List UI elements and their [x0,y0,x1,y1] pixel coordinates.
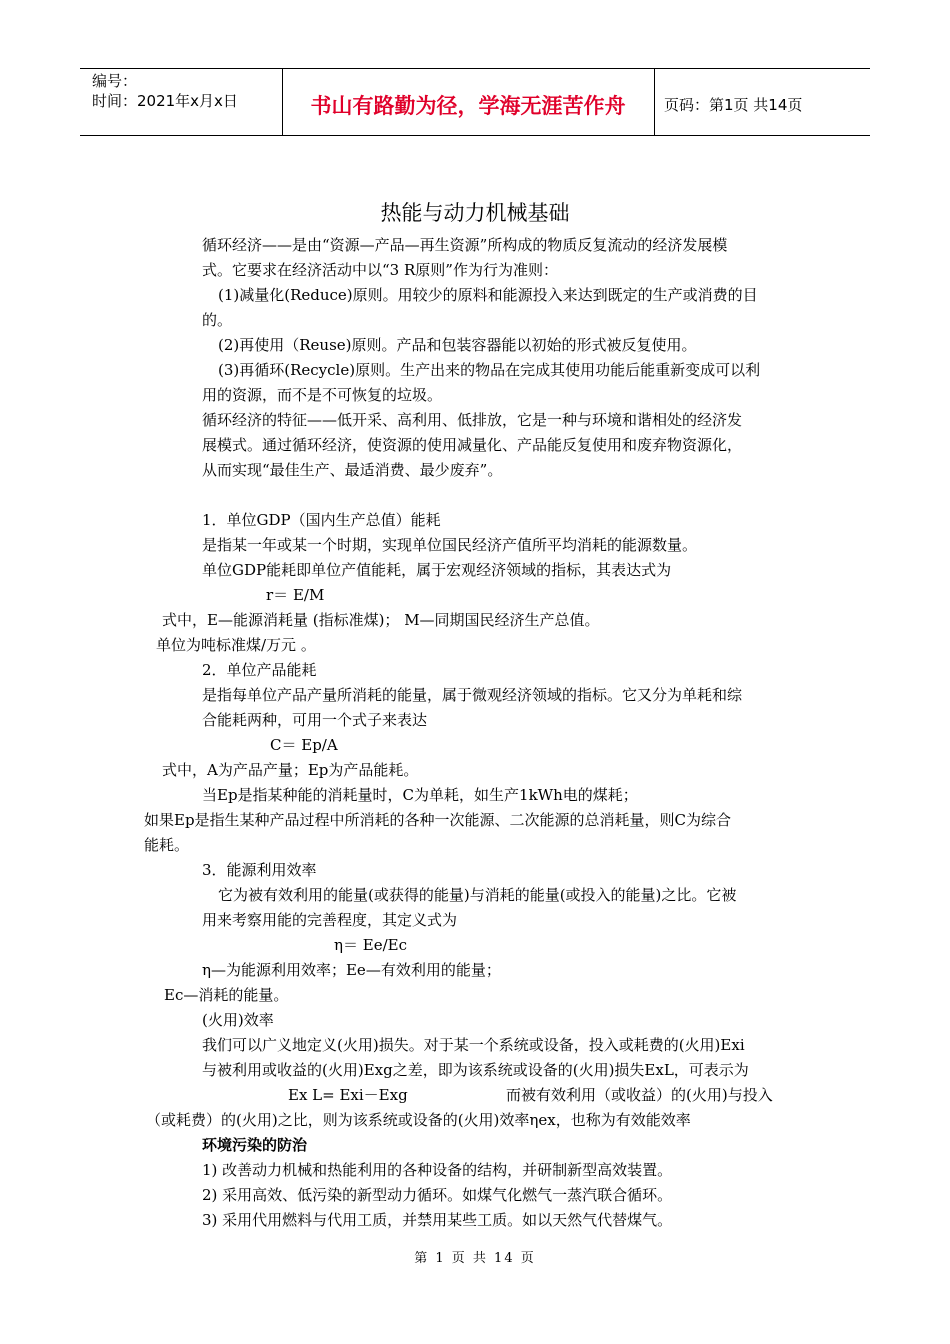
text-line: 是指某一年或某一个时期，实现单位国民经济产值所平均消耗的能源数量。 [202,536,698,554]
header-top-rule [80,68,870,69]
document-title: 热能与动力机械基础 [380,201,570,225]
text-line: 用来考察用能的完善程度，其定义式为 [202,911,458,929]
text-line: 如果Ep是指生某种产品过程中所消耗的各种一次能源、二次能源的总消耗量，则C为综合 [144,811,732,829]
header-time-label: 时间：2021年x月x日 [92,92,238,110]
header-motto: 书山有路勤为径，学海无涯苦作舟 [310,94,626,118]
header-bottom-rule [80,135,870,136]
text-line: 是指每单位产品产量所消耗的能量，属于微观经济领域的指标。它又分为单耗和综 [202,686,743,704]
text-line: 而被有效利用（或收益）的(火用)与投入 [506,1086,773,1104]
formula: Ex L= Exi－Exg [288,1086,408,1104]
text-line: (3)再循环(Recycle)原则。生产出来的物品在完成其使用功能后能重新变成可以利 [218,361,761,379]
text-line: 单位GDP能耗即单位产值能耗，属于宏观经济领域的指标，其表达式为 [202,561,672,579]
text-line: 用的资源，而不是不可恢复的垃圾。 [202,386,443,404]
text-line: 式中，A为产品产量；Ep为产品能耗。 [162,761,419,779]
section-heading: 环境污染的防治 [202,1136,308,1154]
section-heading: (火用)效率 [202,1011,274,1029]
list-item: 2) 采用高效、低污染的新型动力循环。如煤气化燃气一蒸汽联合循环。 [202,1186,673,1204]
formula: η＝ Ee/Ec [334,936,407,954]
text-line: 式。它要求在经济活动中以“3 R原则”作为行为准则： [202,261,558,279]
list-item: 3) 采用代用燃料与代用工质，并禁用某些工质。如以天然气代替煤气。 [202,1211,673,1229]
text-line: 合能耗两种，可用一个式子来表达 [202,711,428,729]
page-footer: 第 1 页 共 14 页 [414,1251,536,1266]
list-item: 1) 改善动力机械和热能利用的各种设备的结构，并研制新型高效装置。 [202,1161,673,1179]
text-line: (1)减量化(Reduce)原则。用较少的原料和能源投入来达到既定的生产或消费的目 [218,286,758,304]
text-line: 循环经济——是由“资源—产品—再生资源”所构成的物质反复流动的经济发展模 [202,236,728,254]
formula: r＝ E/M [266,586,325,604]
text-line: 与被利用或收益的(火用)Exg之差，即为该系统或设备的(火用)损失ExL，可表示为 [202,1061,749,1079]
text-line: 式中，E—能源消耗量 (指标准煤)； M—同期国民经济生产总值。 [162,611,600,629]
text-line: 单位为吨标准煤/万元 。 [156,636,316,654]
text-line: Ec—消耗的能量。 [164,986,289,1004]
section-heading: 2．单位产品能耗 [202,661,317,679]
text-line: 我们可以广义地定义(火用)损失。对于某一个系统或设备，投入或耗费的(火用)Exi [202,1036,745,1054]
text-line: (2)再使用（Reuse)原则。产品和包装容器能以初始的形式被反复使用。 [218,336,697,354]
text-line: 它为被有效利用的能量(或获得的能量)与消耗的能量(或投入的能量)之比。它被 [218,886,737,904]
text-line: 的。 [202,311,233,329]
header-divider [654,68,655,136]
text-line: 展模式。通过循环经济，使资源的使用减量化、产品能反复使用和废弃物资源化， [202,436,743,454]
text-line: 当Ep是指某种能的消耗量时，C为单耗，如生产1kWh电的煤耗； [202,786,638,804]
header-number-label: 编号： [92,72,138,90]
section-heading: 3．能源利用效率 [202,861,317,879]
section-heading: 1．单位GDP（国内生产总值）能耗 [202,511,441,529]
header-page-info: 页码：第1页 共14页 [664,96,803,114]
text-line: （或耗费）的(火用)之比，则为该系统或设备的(火用)效率ηex，也称为有效能效率 [146,1111,691,1129]
text-line: 循环经济的特征——低开采、高利用、低排放，它是一种与环境和谐相处的经济发 [202,411,743,429]
text-line: η—为能源利用效率；Ee—有效利用的能量； [202,961,501,979]
text-line: 能耗。 [144,836,190,854]
formula: C＝ Ep/A [270,736,338,754]
text-line: 从而实现“最佳生产、最适消费、最少废弃”。 [202,461,503,479]
